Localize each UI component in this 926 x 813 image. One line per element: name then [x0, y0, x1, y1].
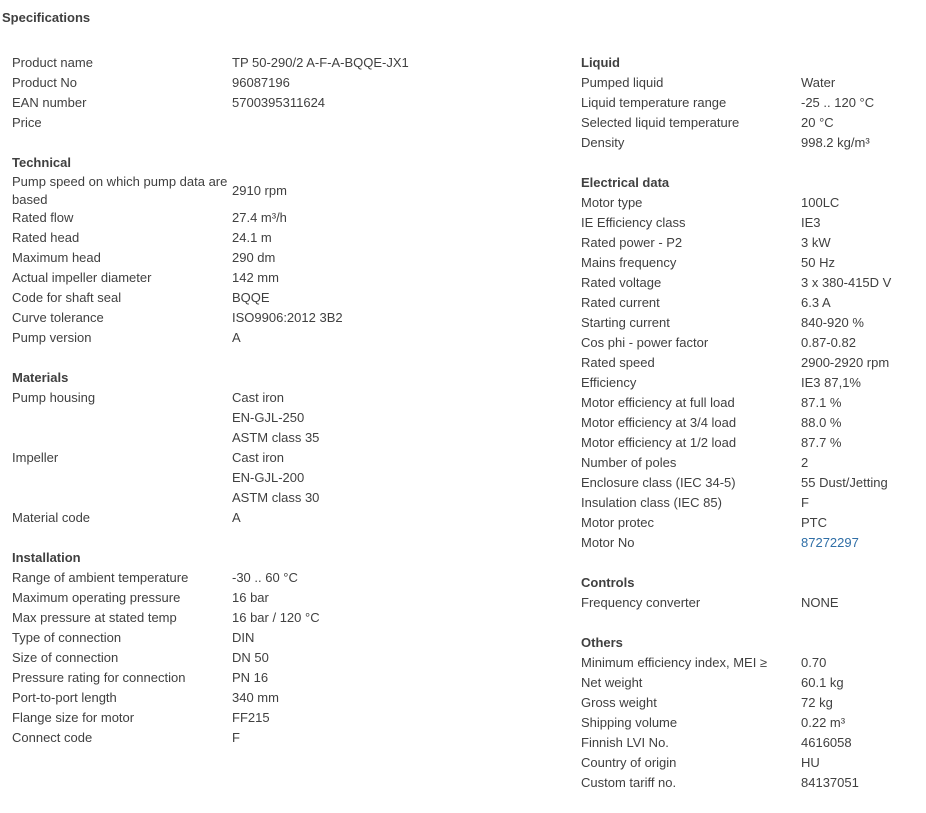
spec-value: 84137051 [801, 775, 859, 790]
spec-row [12, 53, 552, 73]
spec-label: Pump speed on which pump data are based [12, 174, 228, 207]
spec-value: 16 bar [232, 590, 269, 605]
spec-row [12, 248, 552, 268]
section-title: Technical [12, 155, 72, 170]
spec-value: -30 .. 60 °C [232, 570, 298, 585]
spec-row [581, 673, 921, 693]
spec-row [581, 433, 921, 453]
spec-row [581, 513, 921, 533]
section-title: Controls [581, 575, 635, 590]
spec-value: 2910 rpm [232, 182, 287, 198]
spec-value: PN 16 [232, 670, 269, 685]
spec-value: EN-GJL-200 [232, 470, 305, 485]
spec-label: Country of origin [581, 755, 677, 770]
controls-section [581, 573, 921, 613]
spec-label: Insulation class (IEC 85) [581, 495, 722, 510]
spec-label: Motor protec [581, 515, 654, 530]
section-title: Others [581, 635, 623, 650]
spec-label: Rated flow [12, 210, 74, 225]
spec-value: 998.2 kg/m³ [801, 135, 870, 150]
spec-row [12, 628, 552, 648]
spec-row [12, 388, 552, 448]
spec-label: Flange size for motor [12, 710, 135, 725]
spec-label: Size of connection [12, 650, 119, 665]
spec-label: Enclosure class (IEC 34-5) [581, 475, 736, 490]
spec-label: Finnish LVI No. [581, 735, 669, 750]
spec-row [581, 373, 921, 393]
left-column [12, 53, 552, 768]
spec-row [581, 113, 921, 133]
spec-value: IE3 87,1% [801, 375, 861, 390]
spec-value: TP 50-290/2 A-F-A-BQQE-JX1 [232, 55, 409, 70]
liquid-section [581, 53, 921, 153]
spec-row [581, 193, 921, 213]
spec-row [581, 213, 921, 233]
spec-label: Material code [12, 510, 91, 525]
spec-row [581, 453, 921, 473]
spec-label: Connect code [12, 730, 93, 745]
spec-value: DN 50 [232, 650, 269, 665]
spec-row [12, 328, 552, 348]
spec-value: IE3 [801, 215, 821, 230]
spec-value: NONE [801, 595, 839, 610]
spec-value: 3 kW [801, 235, 831, 250]
spec-value: 24.1 m [232, 230, 272, 245]
general-section [12, 53, 552, 133]
electrical-section [581, 173, 921, 553]
spec-row [581, 593, 921, 613]
spec-label: Pumped liquid [581, 75, 664, 90]
spec-label: Rated current [581, 295, 660, 310]
spec-row [581, 233, 921, 253]
spec-row [581, 313, 921, 333]
spec-row [581, 353, 921, 373]
spec-value: ISO9906:2012 3B2 [232, 310, 343, 325]
spec-label: Product No [12, 75, 78, 90]
spec-row [581, 413, 921, 433]
spec-value: 2 [801, 455, 809, 470]
spec-value: F [232, 730, 240, 745]
spec-value: 87.7 % [801, 435, 842, 450]
spec-row [12, 588, 552, 608]
spec-value: F [801, 495, 809, 510]
spec-value: 290 dm [232, 250, 276, 265]
spec-label: Liquid temperature range [581, 95, 727, 110]
spec-label: Selected liquid temperature [581, 115, 740, 130]
spec-label: Product name [12, 55, 93, 70]
spec-label: Mains frequency [581, 255, 677, 270]
spec-label: Pressure rating for connection [12, 670, 186, 685]
spec-row [12, 288, 552, 308]
spec-row [581, 293, 921, 313]
spec-label: Starting current [581, 315, 670, 330]
spec-label: Code for shaft seal [12, 290, 122, 305]
section-title: Materials [12, 370, 69, 385]
spec-value: 72 kg [801, 695, 833, 710]
spec-value: 87.1 % [801, 395, 842, 410]
spec-label: Curve tolerance [12, 310, 104, 325]
spec-value: HU [801, 755, 820, 770]
spec-row [12, 608, 552, 628]
spec-label: Efficiency [581, 375, 637, 390]
spec-value: A [232, 330, 241, 345]
spec-label: IE Efficiency class [581, 215, 686, 230]
spec-row [12, 708, 552, 728]
spec-value: Cast iron [232, 390, 285, 405]
spec-label: Range of ambient temperature [12, 570, 189, 585]
spec-row [581, 653, 921, 673]
spec-row [12, 208, 552, 228]
section-title: Electrical data [581, 175, 670, 190]
spec-value: 4616058 [801, 735, 852, 750]
spec-value: 50 Hz [801, 255, 835, 270]
spec-value: 55 Dust/Jetting [801, 475, 888, 490]
page-title: Specifications [2, 10, 91, 25]
spec-value: 840-920 % [801, 315, 864, 330]
spec-value: 20 °C [801, 115, 834, 130]
spec-label: Motor efficiency at 1/2 load [581, 435, 737, 450]
spec-row [581, 393, 921, 413]
spec-row [12, 173, 552, 208]
spec-row [581, 133, 921, 153]
spec-value: Cast iron [232, 450, 285, 465]
spec-row [581, 533, 921, 553]
spec-row [12, 648, 552, 668]
spec-value: EN-GJL-250 [232, 410, 305, 425]
spec-label: Impeller [12, 450, 59, 465]
spec-row [581, 93, 921, 113]
installation-section [12, 548, 552, 748]
section-title: Installation [12, 550, 81, 565]
spec-label: Gross weight [581, 695, 657, 710]
spec-label: Motor efficiency at full load [581, 395, 735, 410]
spec-row [581, 253, 921, 273]
spec-row [12, 228, 552, 248]
spec-label: Actual impeller diameter [12, 270, 152, 285]
spec-row [12, 688, 552, 708]
spec-value: 60.1 kg [801, 675, 844, 690]
spec-label: Pump housing [12, 390, 96, 405]
spec-value: BQQE [232, 290, 270, 305]
spec-label: Cos phi - power factor [581, 335, 709, 350]
spec-value: ASTM class 30 [232, 490, 320, 505]
spec-label: Density [581, 135, 625, 150]
spec-label: Motor type [581, 195, 643, 210]
spec-row [581, 693, 921, 713]
spec-value: 0.22 m³ [801, 715, 846, 730]
spec-value: -25 .. 120 °C [801, 95, 875, 110]
spec-value: 0.87-0.82 [801, 335, 856, 350]
spec-value: 27.4 m³/h [232, 210, 287, 225]
spec-row [581, 473, 921, 493]
spec-row [581, 713, 921, 733]
spec-label: Rated head [12, 230, 80, 245]
spec-value: 3 x 380-415D V [801, 275, 892, 290]
spec-row [12, 113, 552, 133]
spec-value: 5700395311624 [232, 95, 326, 110]
spec-value: FF215 [232, 710, 270, 725]
spec-row [581, 73, 921, 93]
spec-label: Rated speed [581, 355, 655, 370]
spec-label: Minimum efficiency index, MEI ≥ [581, 655, 768, 670]
spec-row [12, 568, 552, 588]
spec-row [581, 333, 921, 353]
spec-row [581, 733, 921, 753]
spec-value: 6.3 A [801, 295, 831, 310]
spec-value: PTC [801, 515, 827, 530]
spec-label: Price [12, 115, 42, 130]
spec-row [12, 308, 552, 328]
spec-row [12, 728, 552, 748]
spec-label: Motor efficiency at 3/4 load [581, 415, 737, 430]
motor-no-link[interactable]: 87272297 [801, 535, 859, 550]
spec-value: DIN [232, 630, 255, 645]
spec-row [12, 73, 552, 93]
spec-label: Maximum head [12, 250, 101, 265]
spec-value: 100LC [801, 195, 840, 210]
spec-label: Maximum operating pressure [12, 590, 181, 605]
spec-value: 0.70 [801, 655, 827, 670]
spec-row [581, 273, 921, 293]
spec-row [12, 268, 552, 288]
spec-value: ASTM class 35 [232, 430, 320, 445]
spec-label: Max pressure at stated temp [12, 610, 177, 625]
spec-row [581, 493, 921, 513]
spec-label: Type of connection [12, 630, 122, 645]
spec-value: Water [801, 75, 836, 90]
spec-label: Pump version [12, 330, 92, 345]
others-section [581, 633, 921, 793]
spec-value: 88.0 % [801, 415, 842, 430]
spec-label: Rated voltage [581, 275, 662, 290]
spec-label: Net weight [581, 675, 643, 690]
spec-row [581, 773, 921, 793]
spec-row [12, 448, 552, 508]
spec-label: Port-to-port length [12, 690, 117, 705]
spec-value-list [232, 388, 319, 448]
spec-value: 96087196 [232, 75, 290, 90]
spec-value: 16 bar / 120 °C [232, 610, 320, 625]
spec-row [12, 508, 552, 528]
spec-value: 142 mm [232, 270, 279, 285]
spec-value: A [232, 510, 241, 525]
spec-label: EAN number [12, 95, 87, 110]
spec-row [581, 753, 921, 773]
spec-label: Shipping volume [581, 715, 678, 730]
spec-label: Number of poles [581, 455, 677, 470]
technical-section [12, 153, 552, 348]
spec-label: Custom tariff no. [581, 775, 677, 790]
spec-label: Frequency converter [581, 595, 701, 610]
section-title: Liquid [581, 55, 620, 70]
spec-value-list [232, 448, 319, 508]
spec-value: 340 mm [232, 690, 279, 705]
spec-row [12, 668, 552, 688]
right-column [581, 53, 921, 813]
spec-value: 2900-2920 rpm [801, 355, 890, 370]
spec-label: Motor No [581, 535, 635, 550]
spec-row [12, 93, 552, 113]
spec-label: Rated power - P2 [581, 235, 683, 250]
materials-section [12, 368, 552, 528]
